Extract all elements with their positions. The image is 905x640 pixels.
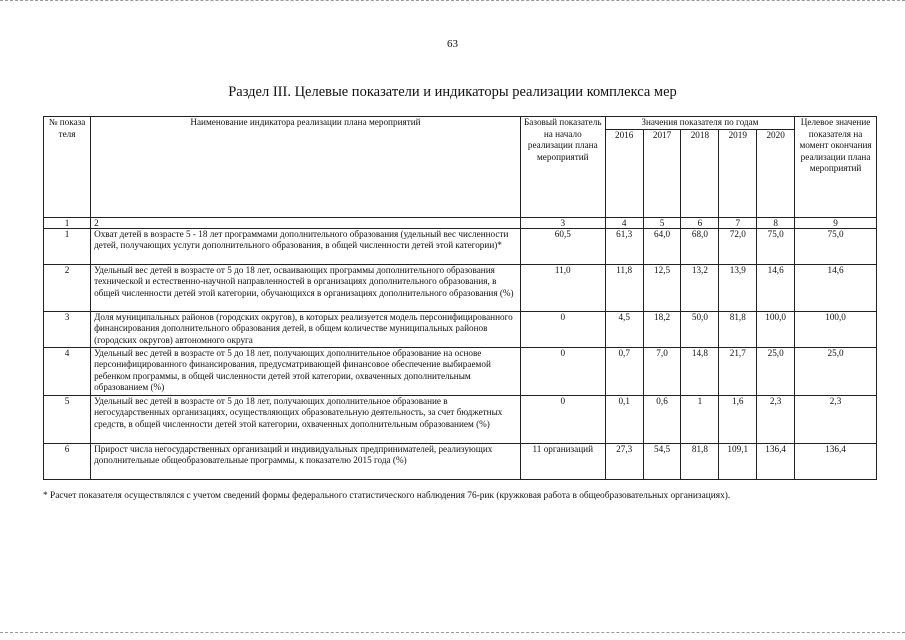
row-base: 60,5	[520, 228, 605, 264]
row-value: 7,0	[643, 347, 681, 395]
row-value: 75,0	[757, 228, 795, 264]
column-number: 2	[91, 217, 521, 228]
row-target: 25,0	[795, 347, 877, 395]
row-value: 81,8	[719, 311, 757, 347]
section-title: Раздел III. Целевые показатели и индикаторы реализации комплекса мер	[228, 84, 677, 100]
row-value: 0,6	[643, 395, 681, 443]
row-name: Прирост числа негосударственных организаций и индивидуальных предпринимателей, реализующих дополнительные общеобразовательные программы, к показателю 2015 года (%)	[91, 443, 521, 479]
row-target: 2,3	[795, 395, 877, 443]
row-name: Удельный вес детей в возрасте от 5 до 18 лет, получающих дополнительное образование на основе персонифицированного финансирования, предусматривающей финансовое обеспечение выбираемой ребенком программы, в общей численности детей этой категории, охваченных дополнительным образованием (%)	[91, 347, 521, 395]
table-row	[44, 443, 877, 479]
row-value: 13,9	[719, 264, 757, 311]
row-value: 14,6	[757, 264, 795, 311]
column-number: 3	[520, 217, 605, 228]
page-number: 63	[447, 38, 458, 50]
table-row	[44, 311, 877, 347]
column-number: 5	[643, 217, 681, 228]
row-value: 25,0	[757, 347, 795, 395]
row-base: 11 организаций	[520, 443, 605, 479]
column-numbers-row	[44, 217, 877, 228]
table-row	[44, 347, 877, 395]
row-name: Удельный вес детей в возрасте от 5 до 18 лет, осваивающих программы дополнительного образования технической и естественно-научной направленностей в организациях дополнительного образования, в общей численности детей этой категории, обучающихся в организациях дополнительного образования (%)	[91, 264, 521, 311]
column-number: 6	[681, 217, 719, 228]
row-value: 4,5	[605, 311, 643, 347]
header-target: Целевое значение показателя на момент окончания реализации плана мероприятий	[795, 117, 877, 218]
indicators-table	[43, 116, 877, 480]
row-base: 0	[520, 311, 605, 347]
row-value: 11,8	[605, 264, 643, 311]
header-year: 2016	[605, 129, 643, 217]
row-value: 13,2	[681, 264, 719, 311]
column-number: 9	[795, 217, 877, 228]
header-years-group: Значения показателя по годам	[605, 117, 794, 130]
table-row	[44, 395, 877, 443]
row-name: Доля муниципальных районов (городских округов), в которых реализуется модель персонифицированного финансирования дополнительного образования детей, в общем количестве муниципальных районов (городских округов) автономного округа	[91, 311, 521, 347]
column-number: 1	[44, 217, 91, 228]
row-num: 4	[44, 347, 91, 395]
row-value: 61,3	[605, 228, 643, 264]
row-value: 72,0	[719, 228, 757, 264]
row-name: Охват детей в возрасте 5 - 18 лет программами дополнительного образования (удельный вес численности детей, получающих услуги дополнительного образования, в общей численности детей этой категории)*	[91, 228, 521, 264]
row-value: 27,3	[605, 443, 643, 479]
column-number: 4	[605, 217, 643, 228]
row-target: 75,0	[795, 228, 877, 264]
row-value: 100,0	[757, 311, 795, 347]
row-num: 2	[44, 264, 91, 311]
row-value: 81,8	[681, 443, 719, 479]
table-row	[44, 264, 877, 311]
table-row	[44, 228, 877, 264]
row-base: 0	[520, 347, 605, 395]
row-value: 0,1	[605, 395, 643, 443]
row-value: 136,4	[757, 443, 795, 479]
row-value: 54,5	[643, 443, 681, 479]
row-target: 136,4	[795, 443, 877, 479]
row-target: 100,0	[795, 311, 877, 347]
row-value: 21,7	[719, 347, 757, 395]
header-year: 2020	[757, 129, 795, 217]
column-number: 8	[757, 217, 795, 228]
row-value: 50,0	[681, 311, 719, 347]
row-value: 14,8	[681, 347, 719, 395]
row-num: 3	[44, 311, 91, 347]
row-num: 5	[44, 395, 91, 443]
scan-top-edge	[0, 0, 905, 4]
row-value: 1,6	[719, 395, 757, 443]
row-value: 109,1	[719, 443, 757, 479]
row-value: 64,0	[643, 228, 681, 264]
header-year: 2018	[681, 129, 719, 217]
footnote: * Расчет показателя осуществлялся с учетом сведений формы федерального статистического наблюдения 76-рик (кружковая работа в общеобразовательных организациях).	[43, 491, 731, 501]
header-year: 2017	[643, 129, 681, 217]
row-num: 6	[44, 443, 91, 479]
row-num: 1	[44, 228, 91, 264]
row-base: 0	[520, 395, 605, 443]
header-num: № показа теля	[44, 117, 91, 218]
row-value: 2,3	[757, 395, 795, 443]
scan-bottom-edge	[0, 632, 905, 636]
row-base: 11,0	[520, 264, 605, 311]
column-number: 7	[719, 217, 757, 228]
header-name: Наименование индикатора реализации плана мероприятий	[91, 117, 521, 218]
row-value: 18,2	[643, 311, 681, 347]
row-value: 68,0	[681, 228, 719, 264]
row-value: 12,5	[643, 264, 681, 311]
header-year: 2019	[719, 129, 757, 217]
row-value: 0,7	[605, 347, 643, 395]
row-value: 1	[681, 395, 719, 443]
header-base: Базовый показатель на начало реализации плана мероприятий	[520, 117, 605, 218]
row-target: 14,6	[795, 264, 877, 311]
row-name: Удельный вес детей в возрасте от 5 до 18 лет, получающих дополнительное образование в негосударственных организациях, осуществляющих образовательную деятельность, за счет бюджетных средств, в общей численности детей этой категории, охваченных дополнительным образованием (%)	[91, 395, 521, 443]
